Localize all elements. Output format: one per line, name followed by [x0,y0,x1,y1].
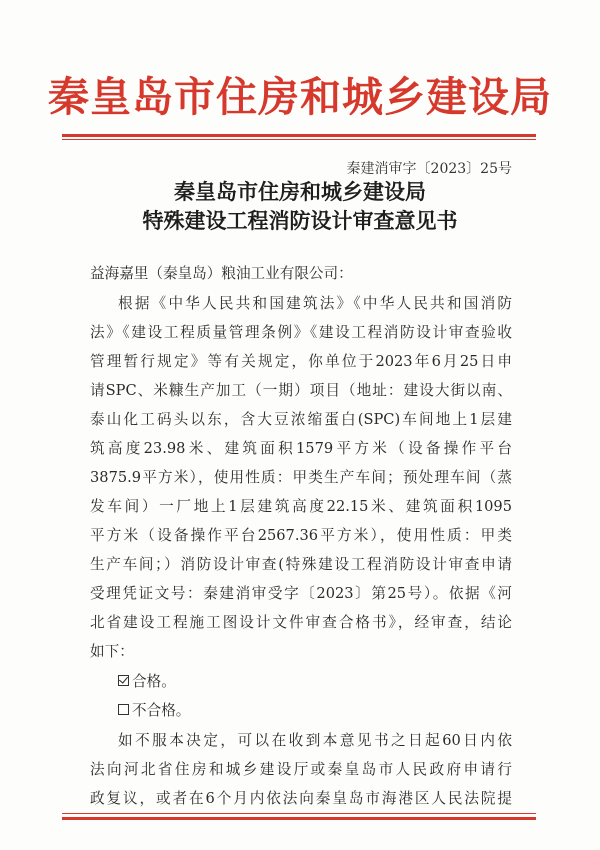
body-line: 政复议，或者在6个月内依法向秦皇岛市海港区人民法院提 [90,790,512,807]
option-unqualified [118,699,190,720]
body-line: 发车间）一厂地上1层建筑高度22.15米、建筑面积1095 [90,498,512,515]
option-label: 不合格。 [132,702,191,719]
body-line: 请SPC、米糠生产加工（一期）项目（地址：建设大街以南、 [90,382,512,399]
body-line: 生产车间；）消防设计审查(特殊建设工程消防设计审查申请 [90,556,512,573]
letterhead-rule-thin [62,139,536,140]
document-title-line-2: 特殊建设工程消防设计审查意见书 [142,209,458,233]
body-line: 泰山化工码头以东，含大豆浓缩蛋白(SPC)车间地上1层建 [90,411,512,428]
body-line: 北省建设工程施工图设计文件审查合格书》，经审查，结论 [90,614,512,631]
document-title-line-1: 秦皇岛市住房和城乡建设局 [174,180,426,204]
body-line: 如下： [90,643,134,660]
addressee: 益海嘉里（秦皇岛）粮油工业有限公司： [90,265,353,282]
option-label: 合格。 [132,673,176,690]
checked-box-icon [118,675,129,686]
body-line: 3875.9平方米），使用性质：甲类生产车间；预处理车间（蒸 [90,469,512,486]
letterhead-title: 秦皇岛市住房和城乡建设局 [48,73,552,121]
letterhead-rule-thick [62,134,536,137]
body-line: 平方米（设备操作平台2567.36平方米），使用性质：甲类 [90,527,512,544]
body-line: 法向河北省住房和城乡建设厅或秦皇岛市人民政府申请行 [90,761,512,778]
body-line: 受理凭证文号：秦建消审受字〔2023〕第25号）。依据《河 [90,585,512,602]
document-number: 秦建消审字〔2023〕25号 [346,161,512,177]
option-qualified [118,670,176,691]
body-line: 管理暂行规定》等有关规定，你单位于2023年6月25日申 [90,353,512,370]
body-line: 如不服本决定，可以在收到本意见书之日起60日内依 [118,732,512,749]
body-line: 筑高度23.98米、建筑面积1579平方米（设备操作平台 [90,440,512,457]
footer-rule-thick [62,817,536,820]
empty-box-icon [118,704,129,715]
body-line: 根据《中华人民共和国建筑法》《中华人民共和国消防 [118,295,512,312]
body-line: 法》《建设工程质量管理条例》《建设工程消防设计审查验收 [90,324,512,341]
footer-rule-thin [62,813,536,814]
